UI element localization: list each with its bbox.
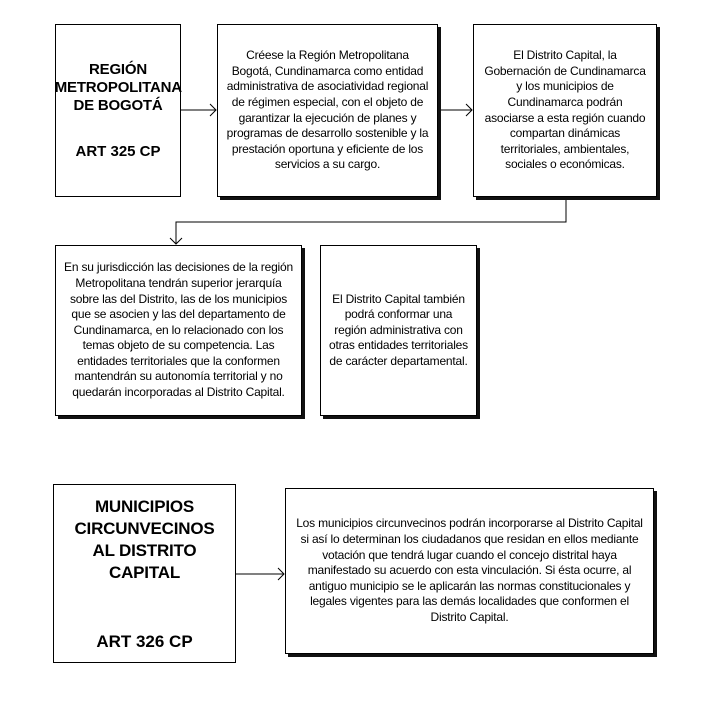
jerarquia-region-text: En su jurisdicción las decisiones de la región Metropolitana tendrán superior jerarquía sobre las del Distrito, las de los municipios que se asocien y las del departamento de Cundinamarca, en lo relacionado con los temas objeto de su competencia. Las entidades territoriales que la conformen mantendrán su autonomía territorial y no quedarán incorporadas al Distrito Capital.	[64, 260, 293, 400]
creacion-region-box	[217, 24, 438, 197]
creacion-region-text: Créese la Región Metropolitana Bogotá, Cundinamarca como entidad administrativa de asociatividad regional de régimen especial, con el objeto de garantizar la ejecución de planes y programas de desarrollo sostenible y la prestación oportuna y eficiente de los servicios a su cargo.	[226, 48, 429, 172]
region-metropolitana-title: REGIÓN METROPOLITANA DE BOGOTÁ	[54, 61, 182, 114]
arrow-1-to-2	[181, 104, 216, 116]
incorporacion-municipios-box	[285, 488, 654, 654]
arrow-6-to-7	[236, 568, 284, 580]
municipios-circunvecinos-title: MUNICIPIOS CIRCUNVECINOS AL DISTRITO CAPITAL	[74, 496, 215, 582]
art-326-label: ART 326 CP	[96, 631, 193, 651]
region-metropolitana-box	[55, 24, 181, 197]
arrow-3-to-4	[170, 198, 566, 244]
incorporacion-municipios-text: Los municipios circunvecinos podrán incorporarse al Distrito Capital si así lo determinan los ciudadanos que residan en ellos mediante votación que tendrá lugar cuando el concejo distrital haya manifestado su acuerdo con esta vinculación. Si ésta ocurre, al antiguo municipio se le aplicarán las normas constitucionales y legales vigentes para las demás localidades que conformen el Distrito Capital.	[296, 516, 643, 624]
asociacion-region-box	[473, 24, 657, 197]
municipios-circunvecinos-box	[53, 484, 236, 663]
region-administrativa-box	[320, 245, 477, 416]
art-325-label: ART 325 CP	[75, 143, 161, 160]
arrow-2-to-3	[438, 104, 472, 116]
region-administrativa-text: El Distrito Capital también podrá conformar una región administrativa con otras entidades territoriales de carácter departamental.	[329, 291, 468, 368]
asociacion-region-text: El Distrito Capital, la Gobernación de Cundinamarca y los municipios de Cundinamarca podrán asociarse a esta región cuando compartan dinámicas territoriales, ambientales, sociales o económicas.	[484, 48, 646, 172]
jerarquia-region-box	[55, 245, 302, 416]
